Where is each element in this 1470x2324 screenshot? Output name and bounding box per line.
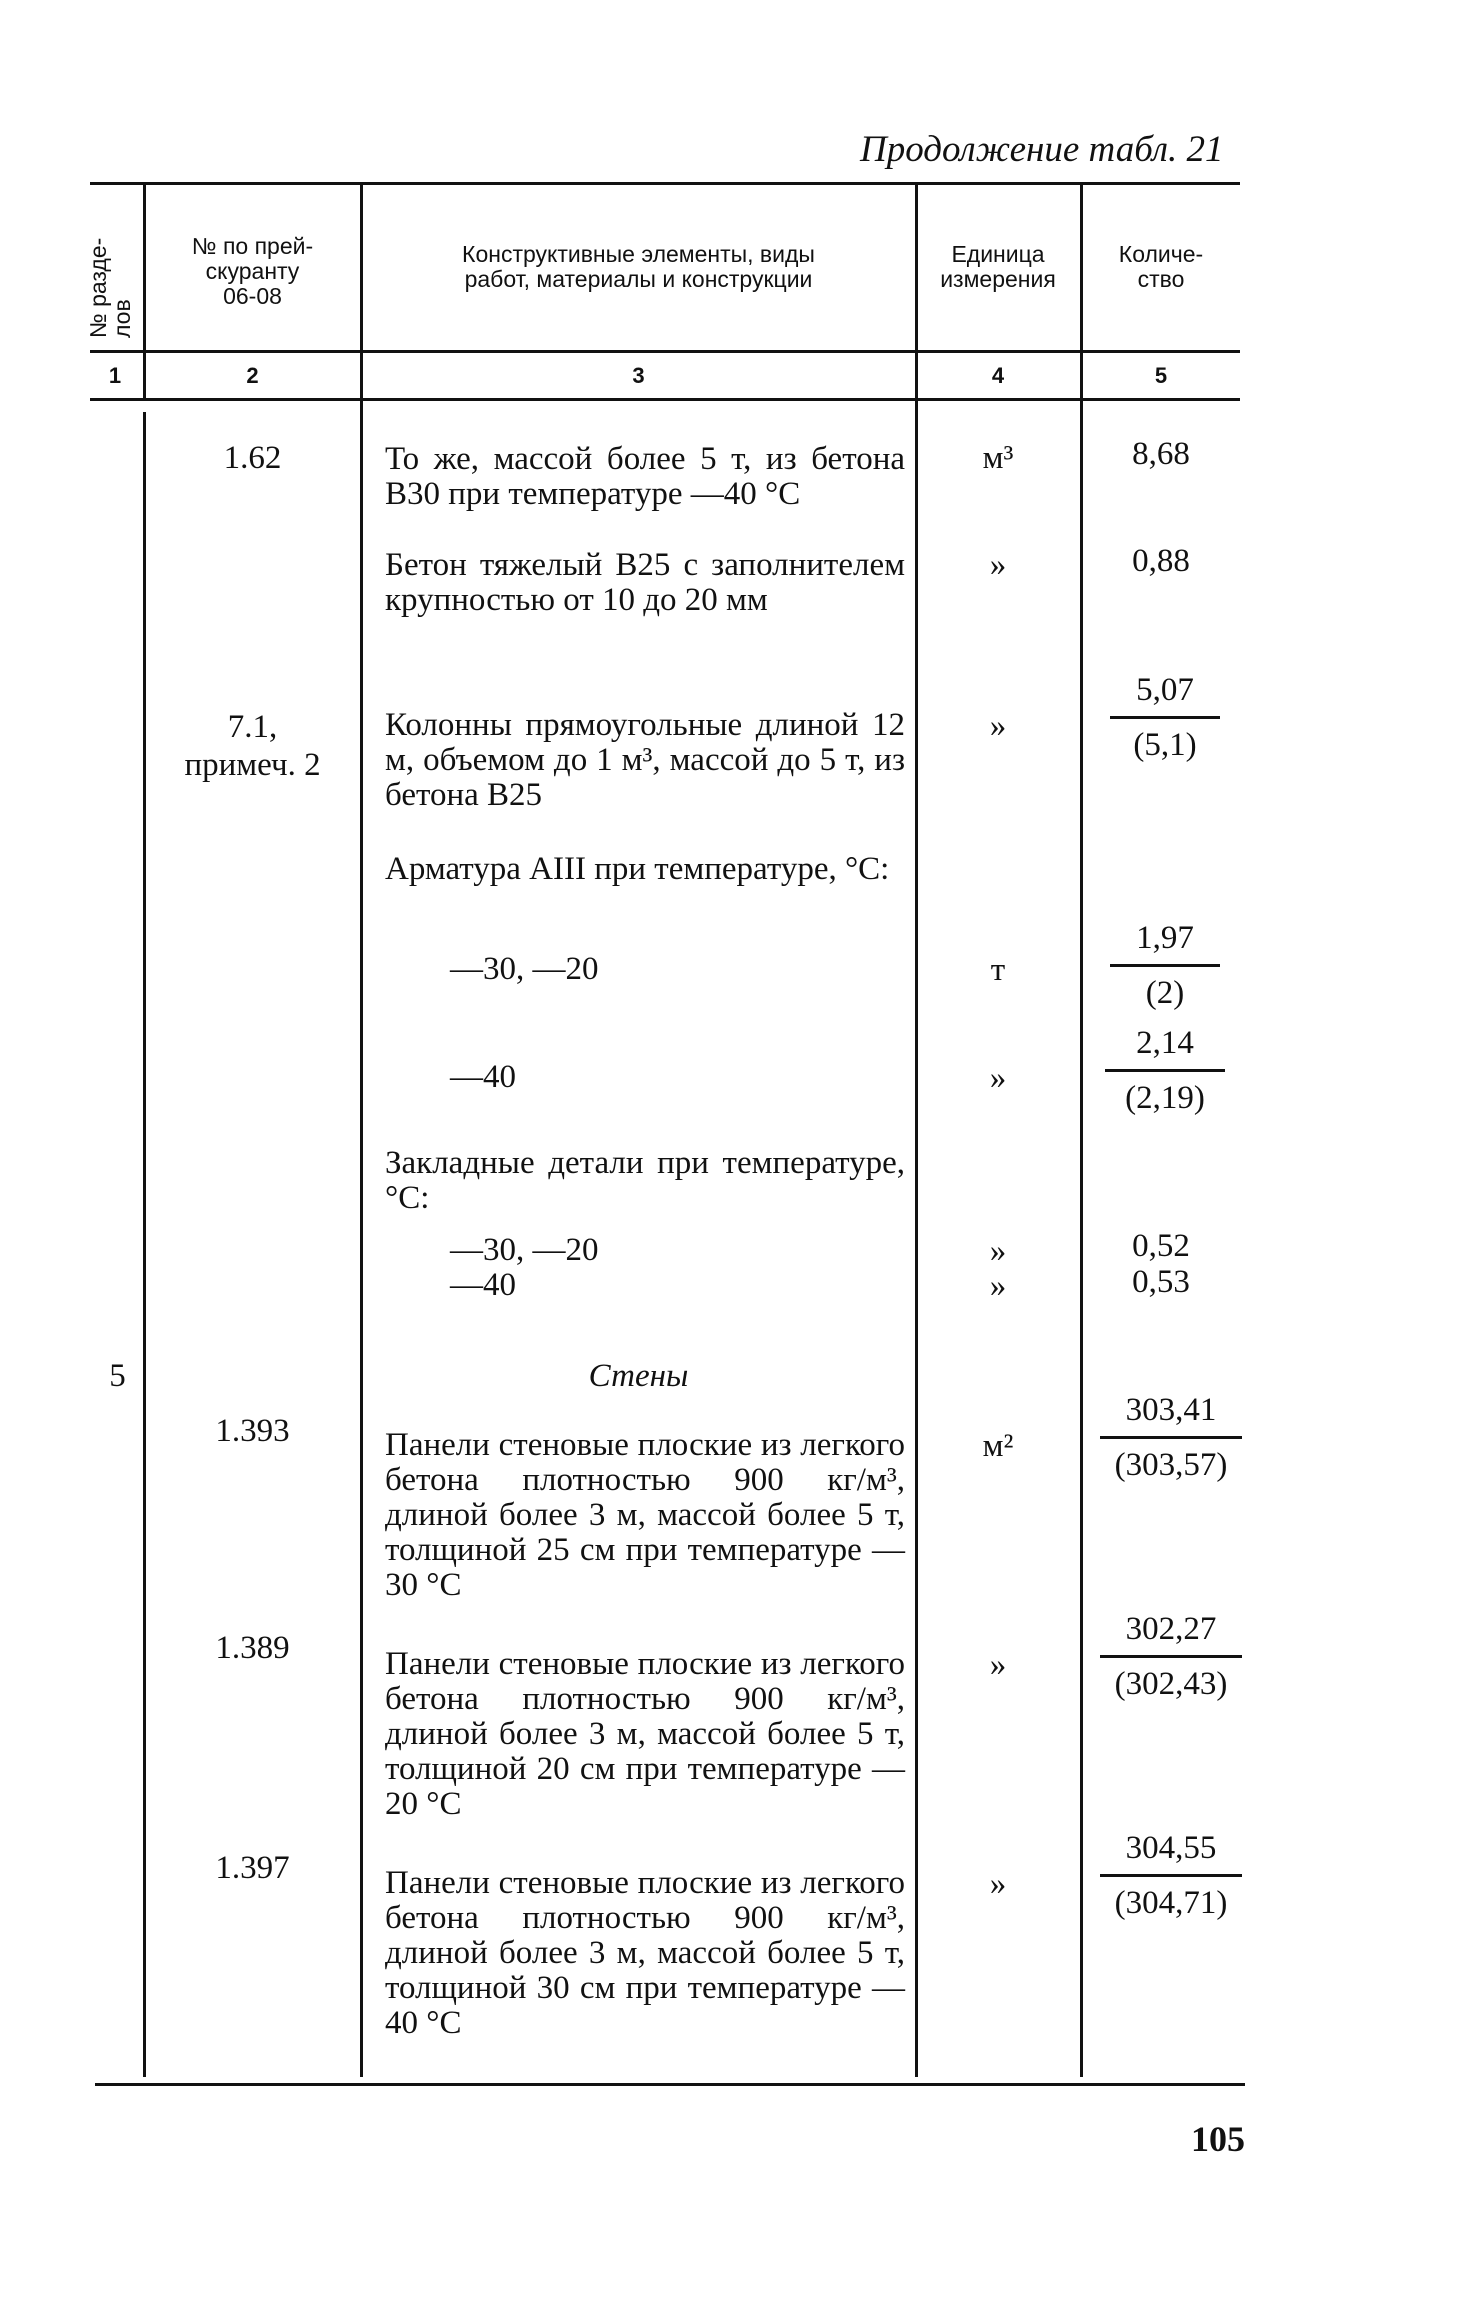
row-11-price-no: 1.397 xyxy=(215,1850,290,1886)
row-5-unit: » xyxy=(989,1060,1007,1096)
section-number: 5 xyxy=(109,1358,126,1394)
col-divider-1-header xyxy=(143,182,146,398)
row-2-text: Колонны прямоугольные длиной 12 м, объемом до 1 м³, массой до 5 т, из бетона В25 xyxy=(385,707,905,813)
row-5-text: —40 xyxy=(450,1059,516,1095)
page-number: 105 xyxy=(1191,2119,1245,2159)
row-9-price-no: 1.393 xyxy=(215,1413,290,1449)
row-8-unit: » xyxy=(989,1268,1007,1304)
header-col1: № разде- лов xyxy=(85,237,135,338)
row-0-unit: м³ xyxy=(982,440,1014,476)
table-caption: Продолжение табл. 21 xyxy=(860,129,1224,170)
row-0-text: То же, массой более 5 т, из бетона В30 при температуре —40 °С xyxy=(385,441,905,512)
table-bottom-rule xyxy=(95,2083,1245,2086)
row-10-text: Панели стеновые плоские из легкого бетона плотностью 900 кг/м³, длиной более 3 м, массой более 5 т, толщиной 20 см при температуре —20 °С xyxy=(385,1646,905,1822)
row-10-qty: $\frac{302,27}{(302,43)}$ xyxy=(1100,1609,1242,1704)
section-title: Стены xyxy=(588,1358,689,1394)
row-4-text: —30, —20 xyxy=(450,951,599,987)
row-4-qty: $\frac{1,97}{(2)}$ xyxy=(1110,918,1220,1013)
col-divider-3 xyxy=(915,182,918,2077)
row-4-unit: т xyxy=(990,952,1006,988)
row-10-price-no: 1.389 xyxy=(215,1630,290,1666)
row-1-text: Бетон тяжелый В25 с заполнителем крупностью от 10 до 20 мм xyxy=(385,547,905,618)
row-9-qty: $\frac{303,41}{(303,57)}$ xyxy=(1100,1390,1242,1485)
row-2-price-no: 7.1, примеч. 2 xyxy=(184,709,321,783)
row-1-unit: » xyxy=(989,547,1007,583)
row-0-price-no: 1.62 xyxy=(223,440,282,476)
row-7-qty: 0,52 xyxy=(1132,1228,1190,1264)
row-5-qty: $\frac{2,14}{(2,19)}$ xyxy=(1105,1023,1225,1118)
col-divider-1 xyxy=(143,412,146,2077)
row-11-qty: $\frac{304,55}{(304,71)}$ xyxy=(1100,1828,1242,1923)
header-col3: Конструктивные элементы, виды работ, материалы и конструкции xyxy=(462,241,815,292)
row-3-text: Арматура АIII при температуре, °С: xyxy=(385,851,890,887)
row-7-unit: » xyxy=(989,1233,1007,1269)
row-2-unit: » xyxy=(989,708,1007,744)
row-0-qty: 8,68 xyxy=(1132,436,1190,472)
header-col5: Количе- ство xyxy=(1118,241,1204,292)
colnum-5: 5 xyxy=(1154,363,1168,388)
colnum-4: 4 xyxy=(991,363,1005,388)
row-11-text: Панели стеновые плоские из легкого бетона плотностью 900 кг/м³, длиной более 3 м, массой более 5 т, толщиной 30 см при температуре —40 °С xyxy=(385,1865,905,2041)
header-col2: № по прей- скуранту 06-08 xyxy=(191,233,314,309)
row-1-qty: 0,88 xyxy=(1132,543,1190,579)
row-2-qty: $\frac{5,07}{(5,1)}$ xyxy=(1110,670,1220,765)
col-divider-4 xyxy=(1080,182,1083,2077)
header-bottom-rule xyxy=(90,350,1240,353)
row-11-unit: » xyxy=(989,1866,1007,1902)
colnum-1: 1 xyxy=(108,363,122,388)
row-9-text: Панели стеновые плоские из легкого бетона плотностью 900 кг/м³, длиной более 3 м, массой более 5 т, толщиной 25 см при температуре —30 °С xyxy=(385,1427,905,1603)
row-8-text: —40 xyxy=(450,1267,516,1303)
header-col4: Единица измерения xyxy=(940,241,1056,292)
colnum-2: 2 xyxy=(246,363,259,388)
row-6-text: Закладные детали при температуре, °С: xyxy=(385,1145,905,1216)
colnum-bottom-rule xyxy=(90,398,1240,401)
row-9-unit: м² xyxy=(982,1428,1014,1464)
row-10-unit: » xyxy=(989,1647,1007,1683)
col-divider-2 xyxy=(360,182,363,2077)
table-top-rule xyxy=(90,182,1240,185)
row-8-qty: 0,53 xyxy=(1132,1264,1190,1300)
row-7-text: —30, —20 xyxy=(450,1232,599,1268)
colnum-3: 3 xyxy=(632,363,645,388)
